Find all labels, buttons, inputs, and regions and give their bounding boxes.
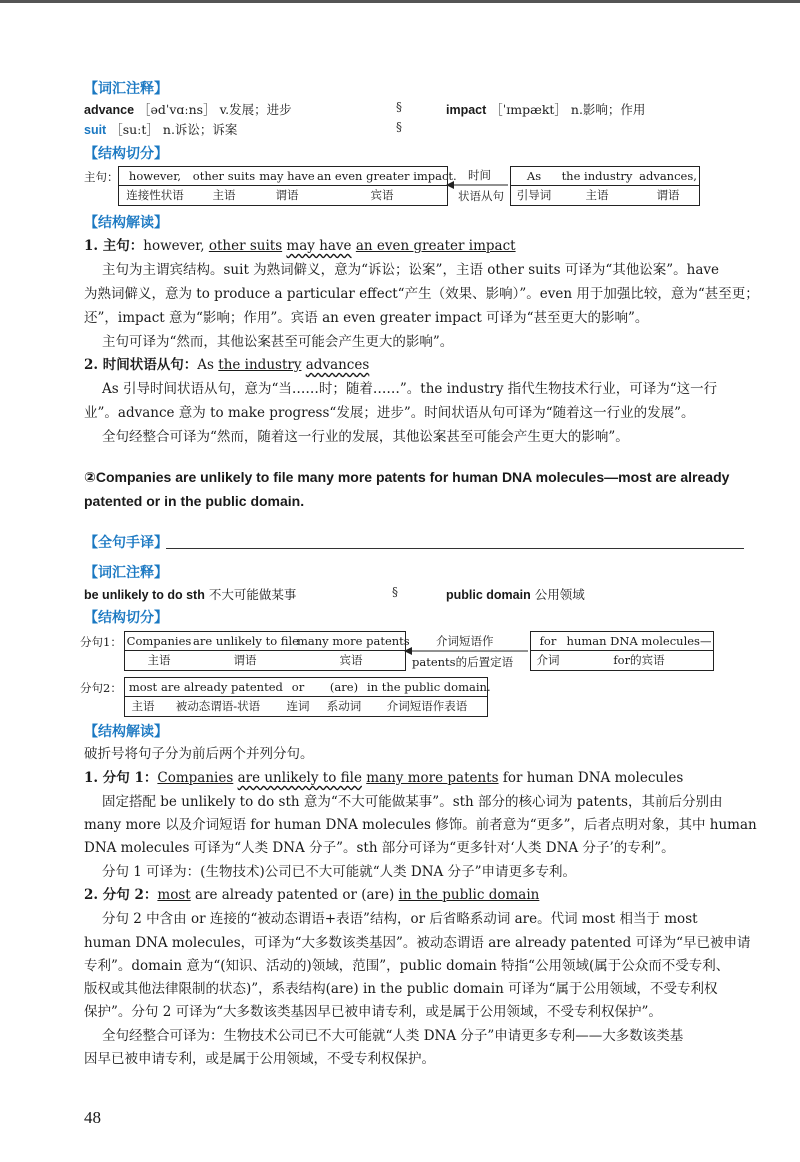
vocab-impact [446,100,645,120]
page-number: 48 [84,1108,101,1127]
separator: § [396,120,402,134]
top-rule [0,0,800,3]
heading-text: or (are) [338,887,399,903]
struct-word: or [291,680,305,694]
sentence-2-line: patented or in the public domain. [84,493,305,509]
vocab-advance [84,100,292,120]
definition: ［ˈɪmpækt］ n.影响；作用 [490,102,646,117]
clause-1-label: 分句1： [80,635,122,649]
analysis-tag: 【结构解读】 [84,724,168,740]
heading-object: an even greater impact [355,238,516,254]
paragraph-line: DNA molecules 可译为“人类 DNA 分子”。sth 部分可译为“更多针对‘人类 DNA 分子’的专利”。 [84,840,675,856]
clause-1-box [124,631,410,671]
paragraph-line: 专利”。domain 意为“(知识、活动的)领域，范围”，public domain 特指“公用领域(属于公众而不受专利、 [84,958,730,974]
struct-word: advances, [639,169,697,183]
clause-2-label: 分句2： [80,681,122,695]
struct-word: may have [259,169,315,183]
vocab-tag: 【词汇注释】 [84,565,168,581]
analysis-heading-2 [84,355,369,375]
paragraph-line: 主句可译为“然而，其他讼案甚至可能会产生更大的影响”。 [102,334,454,350]
paragraph-line: 主句为主谓宾结构。suit 为熟词僻义，意为“诉讼；讼案”，主语 other suits 可译为“其他讼案”。have [102,262,719,278]
struct-role: for的宾语 [613,653,665,667]
heading-predicate: advances [305,357,370,373]
main-clause-label: 主句： [84,170,119,184]
adverbial-clause-label: 状语从句 [458,189,504,203]
paragraph-line: 还”，impact 意为“影响；作用”。宾语 an even greater impact 可译为“甚至更大的影响”。 [84,310,649,326]
vocab-suit [84,120,237,140]
paragraph-line: As 引导时间状语从句，意为“当……时；随着……”。the industry 指代生物技术行业，可译为“这一行 [102,381,718,397]
heading-predicate: may have [286,238,352,254]
struct-role: 谓语 [233,653,257,667]
struct-word: Companies [126,634,192,648]
sub-clause-box [510,166,700,206]
definition: 公用领域 [534,587,585,602]
paragraph-line: 版权或其他法律限制的状态)”，系表结构(are) in the public domain 可译为“属于公用领域，不受专利权 [84,981,718,997]
struct-role: 主语 [212,188,236,202]
struct-role: 连接性状语 [126,188,184,202]
heading-number: 2. 时间状语从句： [84,357,198,373]
struct-role: 主语 [147,653,171,667]
struct-role: 谓语 [656,188,680,202]
paragraph-line: 保护”。分句 2 可译为“大多数该类基因早已被申请专利，或是属于公用领域，不受专利权保护”。 [84,1004,662,1020]
pp-label-bottom: patents的后置定语 [412,655,514,669]
paragraph-line: 固定搭配 be unlikely to do sth 意为“不大可能做某事”。sth 部分的核心词为 patents，其前后分别由 [102,794,723,810]
paragraph-line: 全句经整合可译为“然而，随着这一行业的发展，其他讼案甚至可能会产生更大的影响”。 [102,429,629,445]
heading-number: 2. 分句 2： [84,887,158,903]
struct-word: for [539,634,557,648]
pp-label-top: 介词短语作 [436,634,494,648]
struct-word: are unlikely to file [193,634,299,648]
analysis-heading-1 [84,236,516,256]
heading-predicate: are already patented [190,887,339,903]
analysis-tag: 【结构解读】 [84,215,168,231]
sentence-2-line: ②Companies are unlikely to file many more patents for human DNA molecules—most are already [84,469,730,485]
struct-role: 谓语 [275,188,299,202]
translation-blank[interactable] [166,547,744,549]
struct-word: many more patents [297,634,410,648]
heading-subject: other suits [208,238,283,254]
word: impact [446,103,487,117]
word: public domain [446,588,531,602]
heading-predicate: are unlikely to file [237,770,362,786]
heading-object: many more patents [366,770,499,786]
separator: § [396,100,402,114]
paragraph-line: 分句 1 可译为：(生物技术)公司已不大可能就“人类 DNA 分子”申请更多专利。 [102,864,576,880]
struct-role: 系动词 [326,699,362,713]
paragraph-line: human DNA molecules，可译为“大多数该类基因”。被动态谓语 are already patented 可译为“早已被申请 [84,935,751,951]
heading-number: 1. 主句： [84,238,144,254]
struct-word: an even greater impact. [317,169,457,183]
time-label: 时间 [468,168,491,182]
struct-word: the industry [561,169,633,183]
paragraph-line: 因早已被申请专利，或是属于公用领域，不受专利权保护。 [84,1051,435,1067]
heading-text: however, [143,238,209,254]
struct-word: are already patented [161,680,283,694]
heading-subject: most [157,887,191,903]
clause-2-box [124,677,491,717]
heading-subject: the industry [218,357,302,373]
translation-tag: 【全句手译】 [84,535,168,551]
struct-role: 连词 [286,699,310,713]
struct-role: 引导词 [516,188,552,202]
struct-role: 宾语 [370,188,394,202]
heading-subject: Companies [157,770,234,786]
word: advance [84,103,135,117]
struct-word: however, [128,169,182,183]
analysis-heading-3 [84,768,683,788]
struct-role: 被动态谓语-状语 [175,699,261,713]
heading-complement: in the public domain [398,887,540,903]
vocab-public-domain [446,585,585,605]
paragraph-line: many more 以及介词短语 for human DNA molecules 修饰。前者意为“更多”，后者点明对象，其中 human [84,817,757,833]
struct-word: (are) [329,680,359,694]
definition: ［ədˈvɑːns］ v.发展；进步 [138,102,292,117]
heading-text: As [197,357,219,373]
paragraph-line: 全句经整合可译为：生物技术公司已不大可能就“人类 DNA 分子”申请更多专利——大多数该类基 [102,1028,684,1044]
struct-word: most [128,680,158,694]
struct-word: other suits [192,169,256,183]
word: suit [84,123,107,137]
vocab-unlikely [84,585,296,605]
structure-tag: 【结构切分】 [84,610,168,626]
struct-role: 宾语 [339,653,363,667]
main-clause-box [118,166,457,206]
pp-box [530,631,714,671]
struct-role: 介词短语作表语 [386,699,468,713]
paragraph-line: 为熟词僻义，意为 to produce a particular effect“产生（效果、影响）”。even 用于加强比较，意为“甚至更； [84,286,759,302]
paragraph-line: 破折号将句子分为前后两个并列分句。 [84,746,314,762]
struct-role: 主语 [131,699,155,713]
vocab-tag: 【词汇注释】 [84,81,168,97]
separator: § [392,585,398,599]
paragraph-line: 业”。advance 意为 to make progress“发展；进步”。时间状语从句可译为“随着这一行业的发展”。 [84,405,695,421]
definition: 不大可能做某事 [208,587,297,602]
paragraph-line: 分句 2 中含由 or 连接的“被动态谓语+表语”结构，or 后省略系动词 are。代词 most 相当于 most [102,911,698,927]
struct-word: human DNA molecules— [566,634,712,648]
struct-role: 介词 [536,653,560,667]
struct-role: 主语 [585,188,609,202]
word: be unlikely to do sth [84,588,205,602]
heading-text: for human DNA molecules [498,770,684,786]
struct-word: As [526,169,542,183]
heading-number: 1. 分句 1： [84,770,158,786]
analysis-heading-4 [84,885,539,905]
struct-word: in the public domain. [367,680,491,694]
structure-tag: 【结构切分】 [84,146,168,162]
definition: ［suːt］ n.诉讼；诉案 [110,122,238,137]
